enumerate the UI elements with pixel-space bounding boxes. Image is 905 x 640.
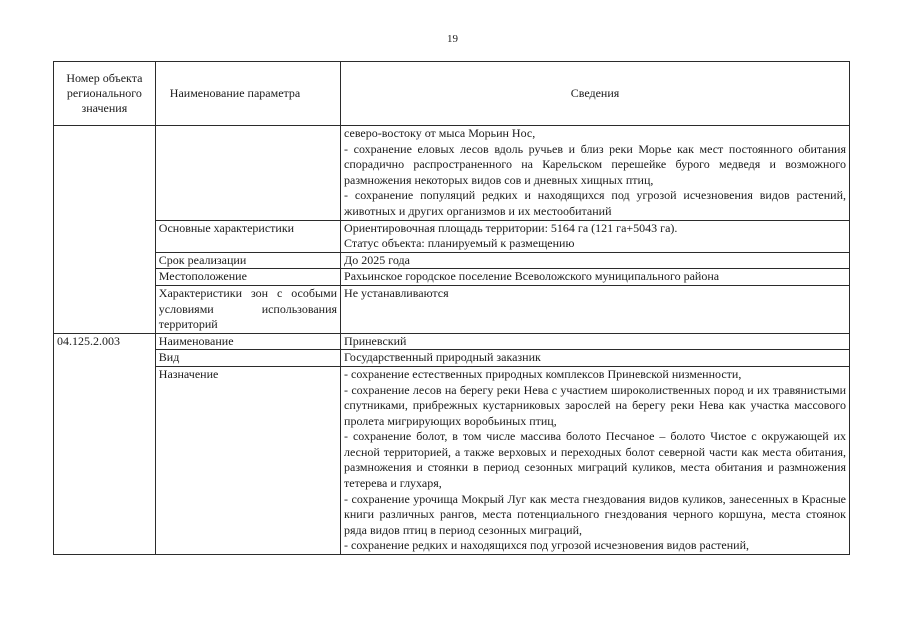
parameter-label: Основные характеристики xyxy=(155,220,340,252)
parameter-label: Наименование xyxy=(155,333,340,350)
table-row xyxy=(54,252,850,269)
table-row xyxy=(54,366,850,554)
parameter-value xyxy=(341,220,850,252)
parameter-label: Местоположение xyxy=(155,269,340,286)
header-object-number: Номер объекта регионального значения xyxy=(54,62,156,126)
parameter-label: Срок реализации xyxy=(155,252,340,269)
continuation-line: северо-востоку от мыса Морьин Нос, xyxy=(344,126,536,140)
parameter-value: Рахьинское городское поселение Всеволожского муниципального района xyxy=(341,269,850,286)
continuation-line: - сохранение еловых лесов вдоль ручьев и близ реки Морье как мест постоянного обитания спорадично распространенного на Карельском перешейке бурого медведя и возможного размножения некоторых видов сов и дневных хищных птиц, xyxy=(344,141,846,187)
parameter-label: Вид xyxy=(155,350,340,367)
parameter-value: До 2025 года xyxy=(341,252,850,269)
page-number: 19 xyxy=(447,33,458,45)
purpose-line: - сохранение естественных природных комплексов Приневской низменности, xyxy=(344,366,742,381)
table-row xyxy=(54,269,850,286)
header-info: Сведения xyxy=(341,62,850,126)
object-number-cell: 04.125.2.003 xyxy=(54,333,156,554)
parameter-label: Характеристики зон с особыми условиями использования территорий xyxy=(155,285,340,333)
table-row xyxy=(54,126,850,221)
table-header-row xyxy=(54,62,850,126)
document-table xyxy=(53,61,850,555)
parameter-value-line: Ориентировочная площадь территории: 5164 га (121 га+5043 га). xyxy=(344,220,678,235)
purpose-line: - сохранение редких и находящихся под угрозой исчезновения видов растений, xyxy=(344,538,749,553)
purpose-line: - сохранение лесов на берегу реки Нева с участием широколиственных пород и их травянистыми спутниками, прибрежных кустарниковых зарослей на берегу реки Нева как участка массового пролета мигрирующих воробьиных птиц, xyxy=(344,382,846,428)
parameter-label: Назначение xyxy=(155,366,340,554)
empty-number-cell xyxy=(54,126,156,334)
table-row xyxy=(54,333,850,350)
purpose-line: - сохранение болот, в том числе массива болото Песчаное – болото Чистое с окружающей их лесной территорией, а также верховых и переходных болот северной части как места обитания, размножения и стоянки в период сезонных миграций куликов, места обитания и размножения тетерева и глухаря, xyxy=(344,429,846,491)
parameter-value: Приневский xyxy=(341,333,850,350)
empty-parameter-cell xyxy=(155,126,340,221)
continuation-line: - сохранение популяций редких и находящихся под угрозой исчезновения видов растений, животных и других организмов и их местообитаний xyxy=(344,188,846,218)
table-row xyxy=(54,220,850,252)
parameter-value-line: Статус объекта: планируемый к размещению xyxy=(344,236,575,251)
table-row xyxy=(54,285,850,333)
continuation-info-cell xyxy=(341,126,850,221)
parameter-value: Государственный природный заказник xyxy=(341,350,850,367)
parameter-value: Не устанавливаются xyxy=(341,285,850,333)
table-row xyxy=(54,350,850,367)
purpose-line: - сохранение урочища Мокрый Луг как места гнездования видов куликов, занесенных в Красные книги различных рангов, места потенциального гнездования черного коршуна, места стоянок ряда видов птиц в период сезонных миграций, xyxy=(344,491,846,537)
header-parameter-name: Наименование параметра xyxy=(155,62,340,126)
purpose-cell xyxy=(341,366,850,554)
